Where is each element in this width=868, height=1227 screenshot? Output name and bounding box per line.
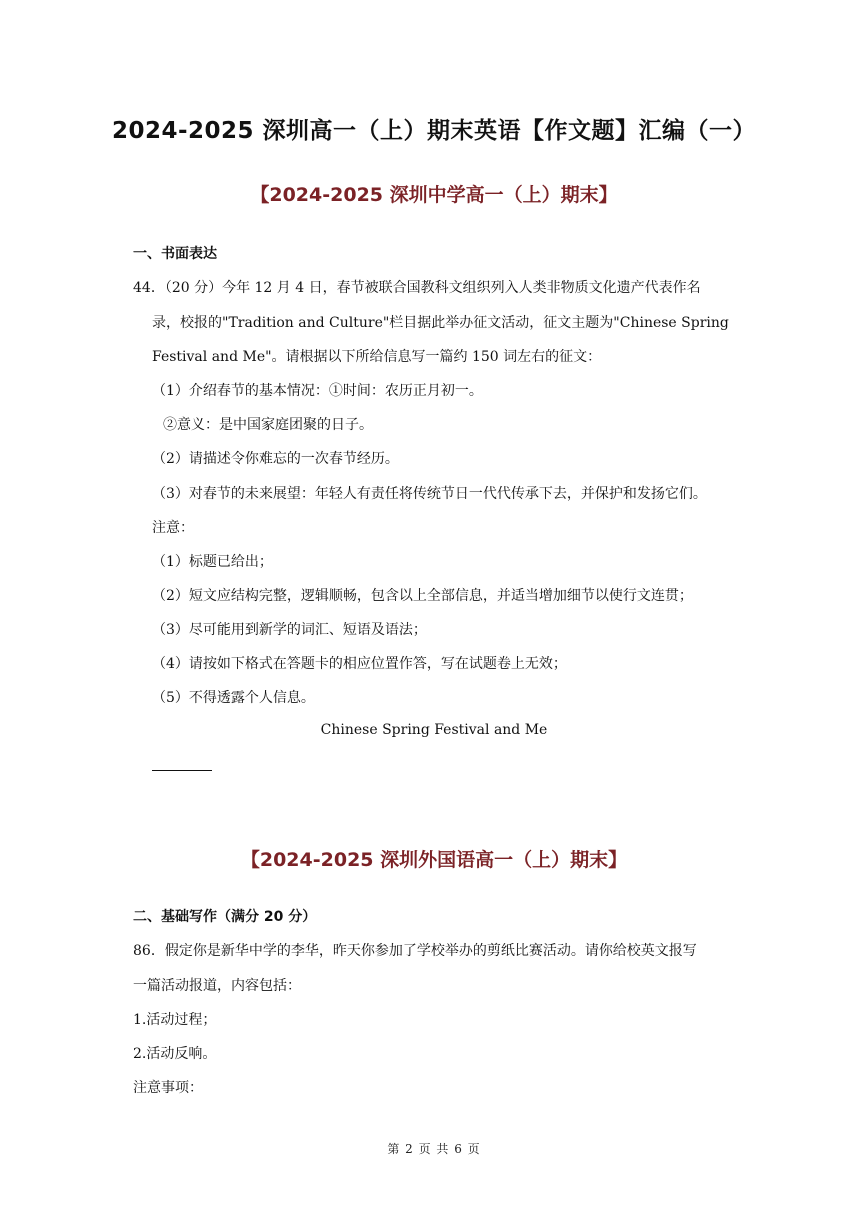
section-header-shenzhen-foreign-language-school: 【2024-2025 深圳外国语高一（上）期末】 [240,849,628,871]
page-footer: 第 2 页 共 6 页 [387,1142,481,1156]
question-44-line-2: 录，校报的"Tradition and Culture"栏目据此举办征文活动，征文主题为"Chinese Spring [152,315,729,331]
note-3: （3）尽可能用到新学的词汇、短语及语法； [152,622,427,638]
question-86-line-2: 一篇活动报道，内容包括： [133,978,301,994]
essay-title: Chinese Spring Festival and Me [320,722,548,738]
question-86-line-1: 86．假定你是新华中学的李华，昨天你参加了学校举办的剪纸比赛活动。请你给校英文报写 [133,943,697,959]
question-86-item-2: 2.活动反响。 [133,1046,217,1062]
answer-blank-line [152,770,212,771]
note-1: （1）标题已给出； [152,554,273,570]
requirement-3: （3）对春节的未来展望：年轻人有责任将传统节日一代代传承下去，并保护和发扬它们。 [152,486,707,502]
part-heading-basic-writing: 二、基础写作（满分 20 分） [133,909,317,925]
part-heading-writing: 一、书面表达 [133,246,217,262]
note-2: （2）短文应结构完整，逻辑顺畅，包含以上全部信息，并适当增加细节以使行文连贯； [152,588,693,604]
question-86-item-1: 1.活动过程； [133,1012,217,1028]
requirement-2: （2）请描述令你难忘的一次春节经历。 [152,451,399,467]
document-title: 2024-2025 深圳高一（上）期末英语【作文题】汇编（一） [111,118,757,144]
requirement-1: （1）介绍春节的基本情况：①时间：农历正月初一。 [152,383,483,399]
question-44-line-1: 44．（20 分）今年 12 月 4 日，春节被联合国教科文组织列入人类非物质文化遗产代表作名 [133,280,701,296]
requirement-1-meaning: ②意义：是中国家庭团聚的日子。 [163,417,373,433]
section-header-shenzhen-middle-school: 【2024-2025 深圳中学高一（上）期末】 [250,184,618,206]
question-86-notes-heading: 注意事项： [133,1080,203,1096]
question-44-line-3: Festival and Me"。请根据以下所给信息写一篇约 150 词左右的征文： [152,349,602,365]
note-5: （5）不得透露个人信息。 [152,690,315,706]
notes-heading: 注意： [152,520,194,536]
note-4: （4）请按如下格式在答题卡的相应位置作答，写在试题卷上无效； [152,656,567,672]
